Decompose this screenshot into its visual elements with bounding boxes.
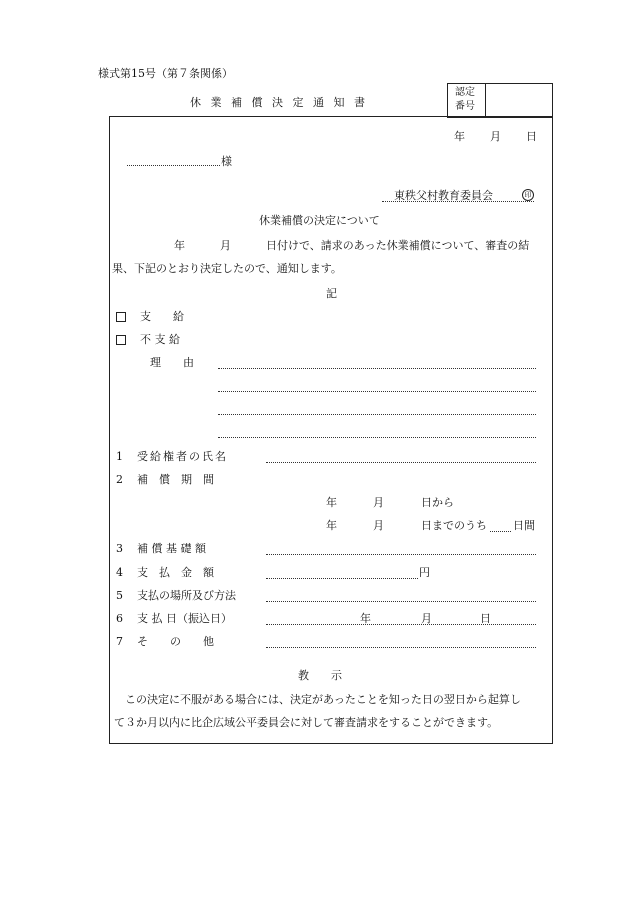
period-days-unit: 日間 [513, 519, 535, 532]
period-from-month: 月 [373, 496, 384, 509]
item-4-number: 4 [116, 566, 123, 579]
reason-line-1[interactable] [218, 368, 536, 369]
period-to-month: 月 [373, 519, 384, 532]
issuer-seal-icon: 印 [522, 189, 534, 201]
item-4-unit: 円 [419, 566, 430, 579]
reason-line-2[interactable] [218, 391, 536, 392]
period-from-text: 日から [421, 496, 454, 509]
checkbox-icon [116, 312, 126, 322]
cert-divider [485, 84, 486, 117]
item-7-field[interactable] [266, 647, 536, 648]
item-6-number: 6 [116, 612, 123, 625]
item-3-label: 補 償 基 礎 額 [137, 542, 206, 555]
item-3-number: 3 [116, 542, 123, 555]
item-6-field[interactable] [266, 624, 536, 625]
body-line1-text: 日付けで、請求のあった休業補償について、審査の結 [266, 239, 530, 252]
notice-line-1: この決定に不服がある場合には、決定があったことを知った日の翌日から起算し [125, 693, 521, 706]
item-5-number: 5 [116, 589, 123, 602]
option-pay[interactable]: 支 給 [116, 311, 184, 322]
item-5-field[interactable] [266, 601, 536, 602]
cert-label-2: 番号 [455, 101, 475, 112]
item-1-field[interactable] [266, 462, 536, 463]
period-from-year: 年 [326, 496, 337, 509]
item-4-label: 支 払 金 額 [137, 566, 214, 579]
period-to-year: 年 [326, 519, 337, 532]
issuer-name: 東秩父村教育委員会 [394, 189, 493, 202]
addressee-line[interactable] [127, 165, 220, 166]
item-5-label: 支払の場所及び方法 [137, 589, 236, 602]
item-6-day: 日 [480, 612, 491, 625]
ki-label: 記 [326, 287, 337, 300]
body-year: 年 [174, 239, 185, 252]
notice-line-2: て３か月以内に比企広域公平委員会に対して審査請求をすることができます。 [114, 716, 499, 729]
date-day: 日 [526, 130, 537, 143]
date-year: 年 [454, 130, 465, 143]
date-month: 月 [490, 130, 501, 143]
item-2-label: 補 償 期 間 [137, 473, 214, 486]
subject: 休業補償の決定について [259, 214, 380, 227]
main-frame [109, 116, 553, 744]
reason-label: 理 由 [150, 356, 194, 369]
item-6-year: 年 [360, 612, 371, 625]
cert-number-box [447, 83, 553, 118]
item-6-month: 月 [421, 612, 432, 625]
item-2-number: 2 [116, 473, 123, 486]
document-title: 休 業 補 償 決 定 通 知 書 [190, 96, 368, 109]
item-7-number: 7 [116, 635, 123, 648]
item-7-label: そ の 他 [137, 635, 214, 648]
addressee-suffix: 様 [221, 155, 232, 168]
period-days-field[interactable] [490, 531, 511, 532]
item-4-field[interactable] [266, 578, 418, 579]
form-number: 様式第15号（第７条関係） [98, 67, 233, 80]
reason-line-4[interactable] [218, 437, 536, 438]
item-3-field[interactable] [266, 554, 536, 555]
item-6-label: 支 払 日（振込日） [137, 612, 232, 625]
reason-line-3[interactable] [218, 414, 536, 415]
item-1-label: 受給権者の氏名 [137, 450, 228, 463]
cert-label-1: 認定 [455, 87, 475, 98]
option-no-pay[interactable]: 不 支 給 [116, 334, 180, 345]
checkbox-icon [116, 335, 126, 345]
body-line2-text: 果、下記のとおり決定したので、通知します。 [112, 262, 342, 275]
item-1-number: 1 [116, 450, 123, 463]
period-to-text: 日までのうち [421, 519, 487, 532]
notice-title: 教 示 [298, 669, 342, 682]
body-month: 月 [220, 239, 231, 252]
